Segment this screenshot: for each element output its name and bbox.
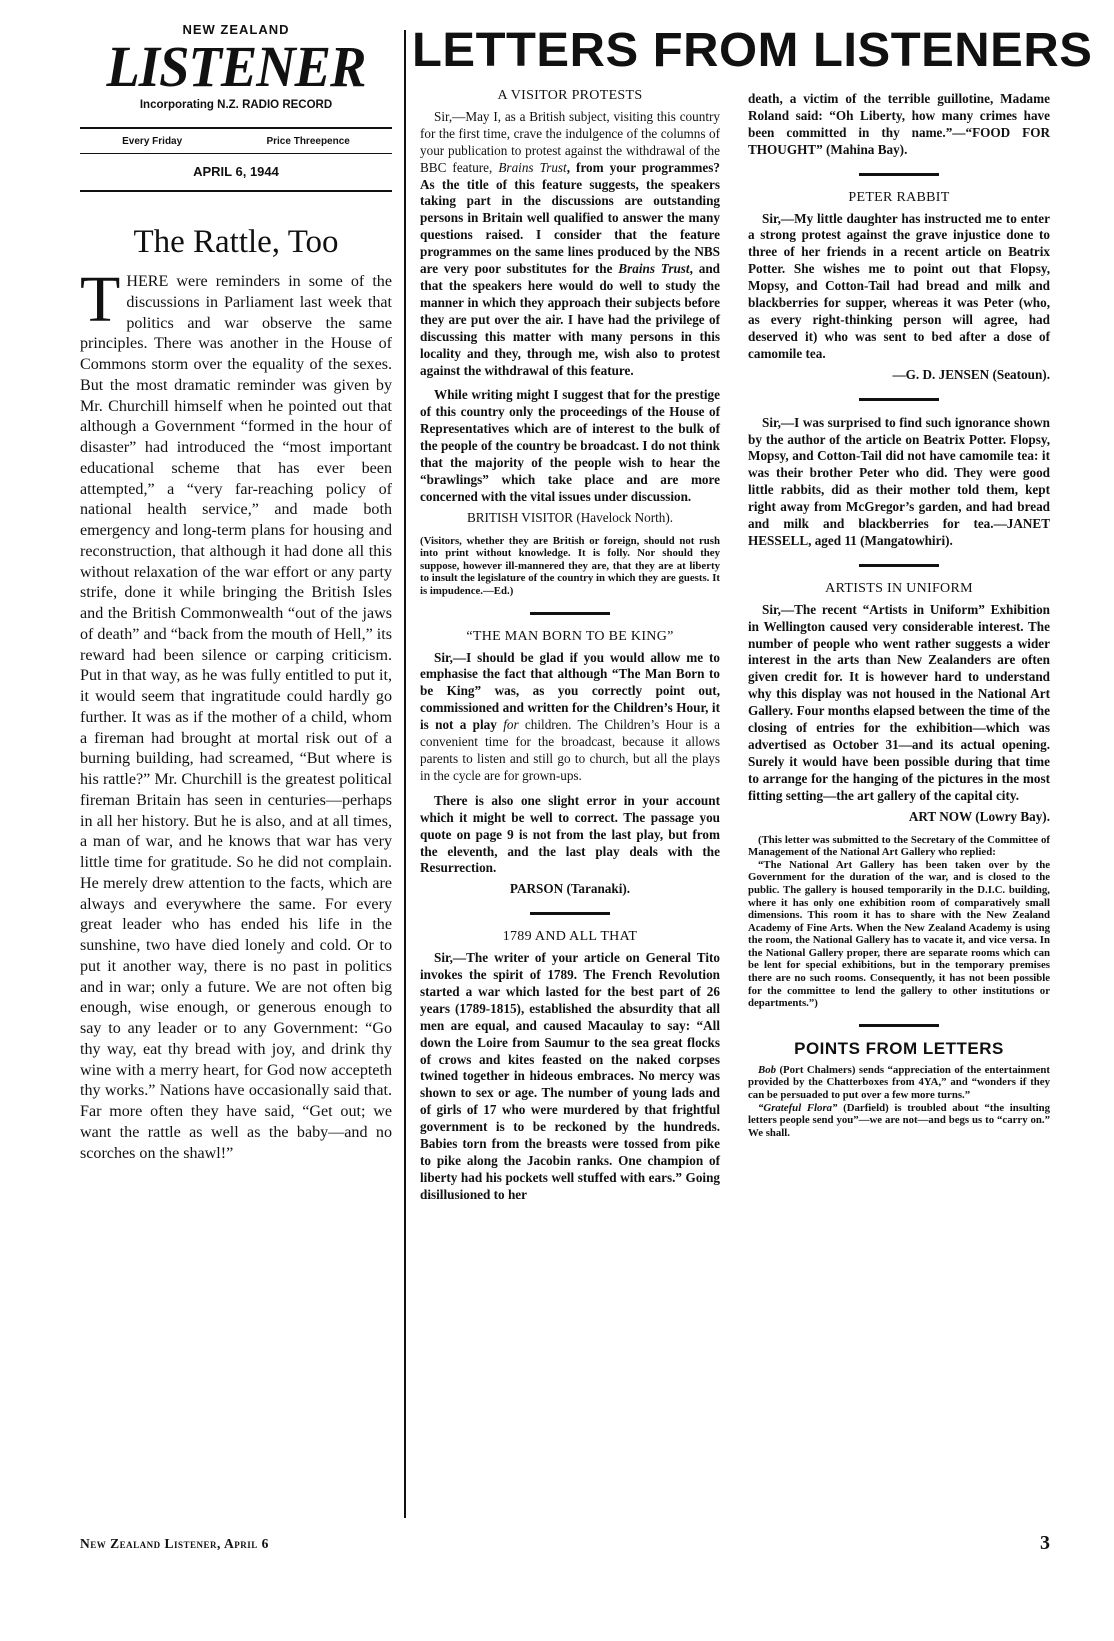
- editorial: [80, 222, 392, 1164]
- letter-paragraph: While writing might I suggest that for the prestige of this country only the proceedings of the House of Representatives which are of interest to the bulk of the people of the country be broadcast. I do not think that the majority of the people wish to hear the “brawlings” which take place and are more concerned with the vital issues under discussion.: [420, 387, 720, 504]
- points-list: [748, 1064, 1050, 1140]
- page-footer: [80, 1532, 1050, 1554]
- points-from-letters: [748, 1038, 1050, 1139]
- text: (Darfield) is troubled about “the insulting letters people send you”—we are not—and begs us to “carry on.” We shall.: [748, 1101, 1050, 1139]
- text: Sir,—I should be glad if you would allow me to emphasise the fact that although “The Man Born to be King” was, as you correctly point out, commissioned and written for the Children’s Hour, it is not a play: [420, 649, 720, 733]
- text: Sir,—May I, as a British subject, visiting this country for the first time, crave the indulgence of the columns of your publication to protest against the withdrawal of the BBC feature,: [420, 108, 720, 175]
- text: , from your programmes? As the title of this feature suggests, the speakers taking part in the discussions are outstanding persons in Britain well qualified to answer the many questions raised. I consider that the feature programmes on the same lines produced by the NBS are very poor substitutes for the: [420, 159, 720, 277]
- letter-signature: —G. D. JENSEN (Seatoun).: [892, 366, 1050, 382]
- letter-paragraph: Sir,—The writer of your article on General Tito invokes the spirit of 1789. The French Revolution started a war which lasted for the best part of 26 years (1789-1815), established the absurdity that all men are equal, and caused Macaulay to say: “All down the Loire from Saumur to the sea great flocks of crows and kites feasted on the naked corpses twined together in hideous embraces. No mercy was shown to sex or age. The number of young lads and of girls of 17 who were murdered by that frightful government is to be reckoned by the hundreds. Babies torn from the breasts were tossed from pike to pike along the Jacobin ranks. One champion of liberty had his pockets well stuffed with ears.” Going disillusioned to her: [420, 950, 720, 1202]
- letter-visitor: [420, 88, 720, 598]
- text: , and that the speakers here would do well to study the manner in which they approach their subjects before they are put over the air. I have had the privilege of discussing this matter with many persons in this locality and they, through me, wish also to protest against the withdrawal of this feature.: [420, 261, 720, 378]
- letter-paragraph: Sir,—My little daughter has instructed me to enter a strong protest against the grave injustice done to three of her friends in a recent article on Beatrix Potter. She wishes me to point out that Flopsy, Mopsy, and Cotton-Tail had bread and milk and blackberries for supper, whereas it was Peter (who, as every right-thinking person will agree, had deserved it) who was sent to bed after a dose of camomile tea.: [748, 210, 1050, 361]
- point-item: [748, 1064, 1050, 1102]
- letters-column-2: [748, 91, 1050, 1145]
- drop-cap: T: [80, 263, 121, 336]
- text: children. The Children’s Hour is a convenient time for the broadcast, because it allows parents to listen and still go to church, but all the plays in the cycle are for grown-ups.: [420, 717, 720, 783]
- separator-rule: [530, 612, 610, 615]
- note-intro: (This letter was submitted to the Secretary of the Committee of Management of the National Art Gallery who replied:: [748, 833, 1050, 859]
- letter-signature: BRITISH VISITOR (Havelock North).: [466, 509, 674, 525]
- separator-rule: [859, 1024, 939, 1027]
- editorial-lead: HERE: [126, 273, 169, 290]
- letter-peter-rabbit: [748, 190, 1050, 550]
- masthead-info-row: [80, 129, 392, 153]
- masthead-date: APRIL 6, 1944: [193, 164, 279, 179]
- note-reply: “The National Art Gallery has been taken over by the Government for the duration of the war, and is closed to the public. The gallery is housed temporarily in the D.I.C. building, where it has only one exhibition room of comparatively small dimensions. This room it has to share with the New Zealand Academy of Fine Arts. When the New Zealand Academy is using the room, the National Gallery has to vacate it, and vice versa. In the National Gallery proper, there are separate rooms which can be lent for special exhibitions, but in the temporary premises there are no such rooms. Consequently, it has not been possible for the committee to lend the gallery to other institutions or departments.”): [748, 858, 1050, 1010]
- correspondent-name: “Grateful Flora”: [758, 1101, 838, 1114]
- letter-paragraph: Sir,—I was surprised to find such ignorance shown by the author of the article on Beatrix Potter. Flopsy, Mopsy, and Cotton-Tail did not have camomile tea: it was their brother Peter who did. They were good little rabbits, did as their mother told them, kept right away from McGregor’s garden, and had bread and milk and blackberries for tea.—JANET HESSELL, aged 11 (Mangatowhiri).: [748, 414, 1050, 548]
- letter-paragraph: [420, 109, 720, 380]
- text: (Port Chalmers) sends “appreciation of the entertainment provided by the Chatterboxes from 4YA,” and “wonders if they can be persuaded to put over a few more turns.”: [748, 1063, 1050, 1101]
- masthead: [80, 22, 392, 192]
- footer-publication: New Zealand Listener, April 6: [80, 1536, 269, 1551]
- letter-heading: “THE MAN BORN TO BE KING”: [466, 628, 674, 644]
- letter-heading: ARTISTS IN UNIFORM: [825, 580, 973, 596]
- letter-paragraph: [420, 650, 720, 785]
- separator-rule: [859, 173, 939, 176]
- letter-1789: [420, 929, 720, 1204]
- letter-king: [420, 629, 720, 899]
- italic-word: for: [503, 717, 519, 733]
- masthead-subtitle: Incorporating N.Z. RADIO RECORD: [139, 99, 333, 111]
- masthead-rule: [80, 190, 392, 192]
- editorial-title: The Rattle, Too: [133, 224, 339, 260]
- editorial-body: [80, 263, 392, 1164]
- separator-rule: [859, 564, 939, 567]
- letter-artists: [748, 581, 1050, 1010]
- page-number: 3: [1040, 1532, 1050, 1554]
- letters-column-1: [420, 88, 720, 1212]
- point-item: [748, 1102, 1050, 1140]
- editor-note: [748, 834, 1050, 1010]
- letter-signature: PARSON (Taranaki).: [509, 881, 631, 897]
- letter-paragraph: Sir,—The recent “Artists in Uniform” Exhibition in Wellington caused very considerable interest. The number of people who went rather suggests a wider interest in the arts than New Zealanders are often given credit for. It is however hard to understand why this display was not housed in the National Art Gallery. Four months elapsed between the time of the closing of entries for the exhibition—which was advertised as October 31—and its actual opening. Surely it would have been possible during that time to arrange for the hanging of the pictures in the most fitting setting—the art gallery of the capital city.: [748, 601, 1050, 803]
- page-banner: LETTERS FROM LISTENERS: [412, 24, 1093, 77]
- letter-heading: A VISITOR PROTESTS: [497, 88, 643, 103]
- masthead-frequency: Every Friday: [122, 136, 183, 147]
- column-divider: [404, 30, 406, 1518]
- letter-heading: PETER RABBIT: [848, 189, 950, 205]
- italic-title: Brains Trust: [498, 159, 567, 175]
- letter-continuation: death, a victim of the terrible guillotine, Madame Roland said: “Oh Liberty, how many crimes have been committed in thy name.”—“FOOD FOR THOUGHT” (Mahina Bay).: [748, 91, 1050, 157]
- editorial-text: were reminders in some of the discussions in Parliament last week that politics and war observe the same principles. There was another in the House of Commons storm over the equality of the sexes. But the most dramatic reminder was given by Mr. Churchill himself when he pointed out that although a Government “formed in the hour of disaster” had introduced the “most important educational scheme that has ever been attempted,” a “very far-reaching policy of national health service,” and made both emergency and long-term plans for housing and reconstruction, that although it had done all this without relaxation of the war effort or any party strife, done it while bringing the British Isles and the British Commonwealth “out of the jaws of death” and “back from the mouth of Hell,” its reward had been silence or carping criticism. Put in that way, as he was fully entitled to put it, it would seem that ingratitude could hardly go further. It was as if the mother of a child, whom a fireman had brought at mortal risk out of a burning building, had screamed, “But where is his rattle?” Mr. Churchill is the greatest political fireman Britain has seen in centuries—perhaps in all her history. But he is also, and at all times, a man of war, and he knows that war has very little time for gratitude. So he did not complain. He merely drew attention to the facts, which are always and everywhere the same. For every great leader who has ended his life in the sunshine, two have died lonely and cold. Or to put it another way, there is no past in politics and in war; only a future. We are not often big enough, wise enough, or generous enough to say to any leader or to any Government: “Go thy way, eat thy bread with joy, and drink thy wine with a merry heart, for God now accepteth thy works.” Nations have occasionally said that. Far more often they have said, “Get out; we want the rattle as well as the baby—and no scorches on the shawl!”: [80, 273, 392, 1162]
- separator-rule: [530, 912, 610, 915]
- separator-rule: [859, 398, 939, 401]
- letter-heading: 1789 AND ALL THAT: [502, 929, 638, 945]
- editor-note: (Visitors, whether they are British or foreign, should not rush into print without knowledge. It is folly. Nor should they suppose, however ill-mannered they are, that they are at liberty to insult the legislature of the country in which they are guests. It is impudence.—Ed.): [420, 534, 720, 598]
- section-heading: POINTS FROM LETTERS: [794, 1038, 1004, 1058]
- letter-paragraph: There is also one slight error in your account which it might be well to correct. The passage you quote on page 9 is not from the last play, but from the eleventh, and the last play deals with the Resurrection.: [420, 792, 720, 876]
- masthead-country: NEW ZEALAND: [182, 22, 290, 37]
- letter-signature: ART NOW (Lowry Bay).: [908, 808, 1050, 824]
- masthead-price: Price Threepence: [266, 136, 350, 147]
- italic-title: Brains Trust: [618, 261, 690, 277]
- masthead-logo: LISTENER: [106, 34, 366, 99]
- correspondent-name: Bob: [758, 1063, 776, 1076]
